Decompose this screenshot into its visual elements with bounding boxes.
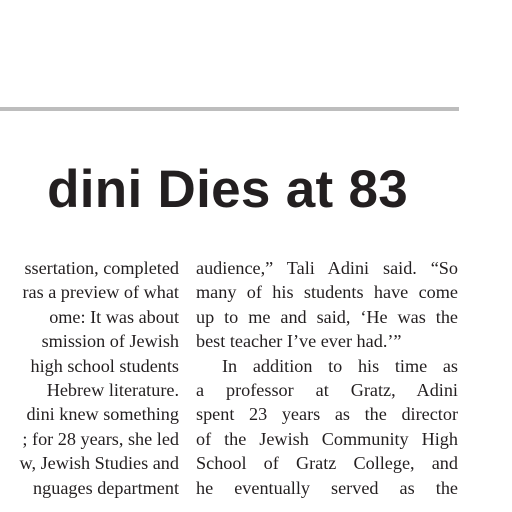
article-column-left	[0, 256, 179, 500]
column-text-line: up to me and said, ‘He was the	[196, 306, 458, 327]
column-text-line: a professor at Gratz, Adini	[196, 379, 458, 400]
section-divider-rule	[0, 107, 459, 111]
article-column-right	[196, 256, 458, 500]
column-text-line: School of Gratz College, and	[196, 453, 458, 474]
column-text-line: dini knew something	[26, 404, 179, 425]
column-text-line: ome: It was about	[49, 306, 179, 327]
column-text-line: smission of Jewish	[41, 331, 179, 352]
column-text-line: he eventually served as the	[196, 477, 458, 498]
column-text-line: ; for 28 years, she led	[22, 428, 179, 449]
column-text-line: high school students	[30, 355, 179, 376]
column-text-line: ssertation, completed	[24, 258, 179, 278]
column-text-line: of the Jewish Community High	[196, 428, 458, 449]
column-text-line: audience,” Tali Adini said. “So	[196, 258, 458, 278]
column-text-line: best teacher I’ve ever had.’”	[196, 331, 402, 352]
column-text-line: ras a preview of what	[22, 282, 179, 303]
paragraph-first-line: In addition to his time as	[222, 355, 458, 376]
column-text-line: many of his students have come	[196, 282, 458, 303]
article-headline: dini Dies at 83	[47, 160, 408, 219]
column-text-line: w, Jewish Studies and	[19, 453, 179, 474]
column-text-line: Hebrew literature.	[46, 379, 179, 400]
column-text-line: nguages department	[33, 477, 179, 498]
column-text-line: spent 23 years as the director	[196, 404, 458, 425]
